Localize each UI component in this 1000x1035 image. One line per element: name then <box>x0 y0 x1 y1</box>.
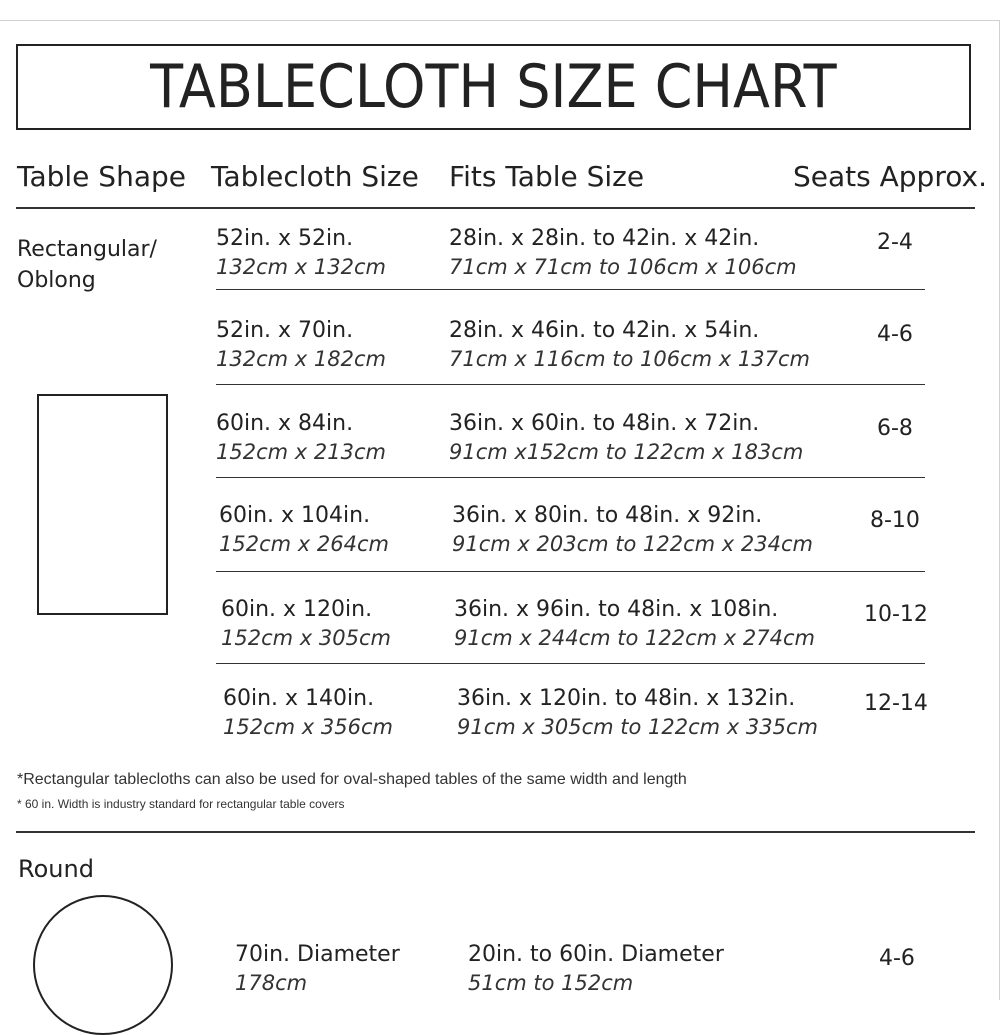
header-fits-table-size: Fits Table Size <box>449 160 645 193</box>
section-divider <box>16 831 975 833</box>
seats-value: 10-12 <box>864 602 928 627</box>
tablecloth-size-cm: 152cm x 305cm <box>221 626 391 650</box>
seats-value: 12-14 <box>864 691 928 716</box>
fits-size-in: 20in. to 60in. Diameter <box>468 942 724 967</box>
rectangle-shape-icon <box>37 394 168 615</box>
seats-value: 6-8 <box>877 416 913 441</box>
page-top-border <box>0 20 1000 21</box>
tablecloth-size-in: 52in. x 52in. <box>216 226 354 251</box>
fits-size-cm: 91cm x 244cm to 122cm x 274cm <box>454 626 815 650</box>
header-seats-approx: Seats Approx. <box>793 160 987 193</box>
fits-size-cm: 71cm x 116cm to 106cm x 137cm <box>449 347 810 371</box>
row-divider <box>216 571 925 572</box>
seats-value: 2-4 <box>877 230 913 255</box>
tablecloth-size-cm: 152cm x 213cm <box>216 440 386 464</box>
tablecloth-size-in: 52in. x 70in. <box>216 318 354 343</box>
fits-size-in: 28in. x 46in. to 42in. x 54in. <box>449 318 760 343</box>
fits-cell <box>449 317 810 373</box>
fits-cell <box>454 596 815 652</box>
row-divider <box>216 289 925 290</box>
header-divider <box>16 207 975 209</box>
seats-value: 4-6 <box>877 322 913 347</box>
fits-size-in: 36in. x 60in. to 48in. x 72in. <box>449 411 760 436</box>
tablecloth-size-in: 60in. x 84in. <box>216 411 354 436</box>
row-divider <box>216 663 925 664</box>
table-row <box>219 502 389 558</box>
fits-cell <box>457 685 818 741</box>
fits-size-in: 28in. x 28in. to 42in. x 42in. <box>449 226 760 251</box>
tablecloth-size-cm: 152cm x 264cm <box>219 532 389 556</box>
tablecloth-size-in: 60in. x 104in. <box>219 503 371 528</box>
rectangular-label <box>17 234 157 296</box>
table-row <box>216 410 386 466</box>
seats-value: 4-6 <box>879 946 915 971</box>
table-row <box>223 685 393 741</box>
tablecloth-size-cm: 132cm x 132cm <box>216 255 386 279</box>
table-row <box>216 225 386 281</box>
table-row <box>221 596 391 652</box>
fits-cell <box>468 941 724 997</box>
table-row <box>216 317 386 373</box>
table-row <box>235 941 400 997</box>
tablecloth-size-in: 70in. Diameter <box>235 942 400 967</box>
rectangular-label-line2: Oblong <box>17 268 96 293</box>
tablecloth-size-in: 60in. x 140in. <box>223 686 375 711</box>
seats-value: 8-10 <box>870 508 920 533</box>
fits-size-in: 36in. x 96in. to 48in. x 108in. <box>454 597 779 622</box>
title-box <box>16 44 971 130</box>
round-label: Round <box>18 855 94 883</box>
fits-size-in: 36in. x 80in. to 48in. x 92in. <box>452 503 763 528</box>
fits-size-cm: 91cm x 203cm to 122cm x 234cm <box>452 532 813 556</box>
fits-size-in: 36in. x 120in. to 48in. x 132in. <box>457 686 796 711</box>
fits-size-cm: 51cm to 152cm <box>468 971 634 995</box>
fits-size-cm: 91cm x152cm to 122cm x 183cm <box>449 440 804 464</box>
page-title: TABLECLOTH SIZE CHART <box>150 52 837 122</box>
fits-cell <box>452 502 813 558</box>
rectangular-label-line1: Rectangular/ <box>17 237 157 262</box>
tablecloth-size-cm: 132cm x 182cm <box>216 347 386 371</box>
fits-cell <box>449 410 803 466</box>
fits-size-cm: 71cm x 71cm to 106cm x 106cm <box>449 255 797 279</box>
tablecloth-size-in: 60in. x 120in. <box>221 597 373 622</box>
tablecloth-size-cm: 178cm <box>235 971 308 995</box>
row-divider <box>216 477 925 478</box>
footnote-width-standard: * 60 in. Width is industry standard for rectangular table covers <box>17 797 345 811</box>
header-table-shape: Table Shape <box>17 160 186 193</box>
fits-size-cm: 91cm x 305cm to 122cm x 335cm <box>457 715 818 739</box>
fits-cell <box>449 225 797 281</box>
header-tablecloth-size: Tablecloth Size <box>211 160 419 193</box>
circle-shape-icon <box>33 895 173 1035</box>
footnote-oval-tables: *Rectangular tablecloths can also be used for oval-shaped tables of the same width and length <box>17 771 687 788</box>
row-divider <box>216 384 925 385</box>
tablecloth-size-cm: 152cm x 356cm <box>223 715 393 739</box>
